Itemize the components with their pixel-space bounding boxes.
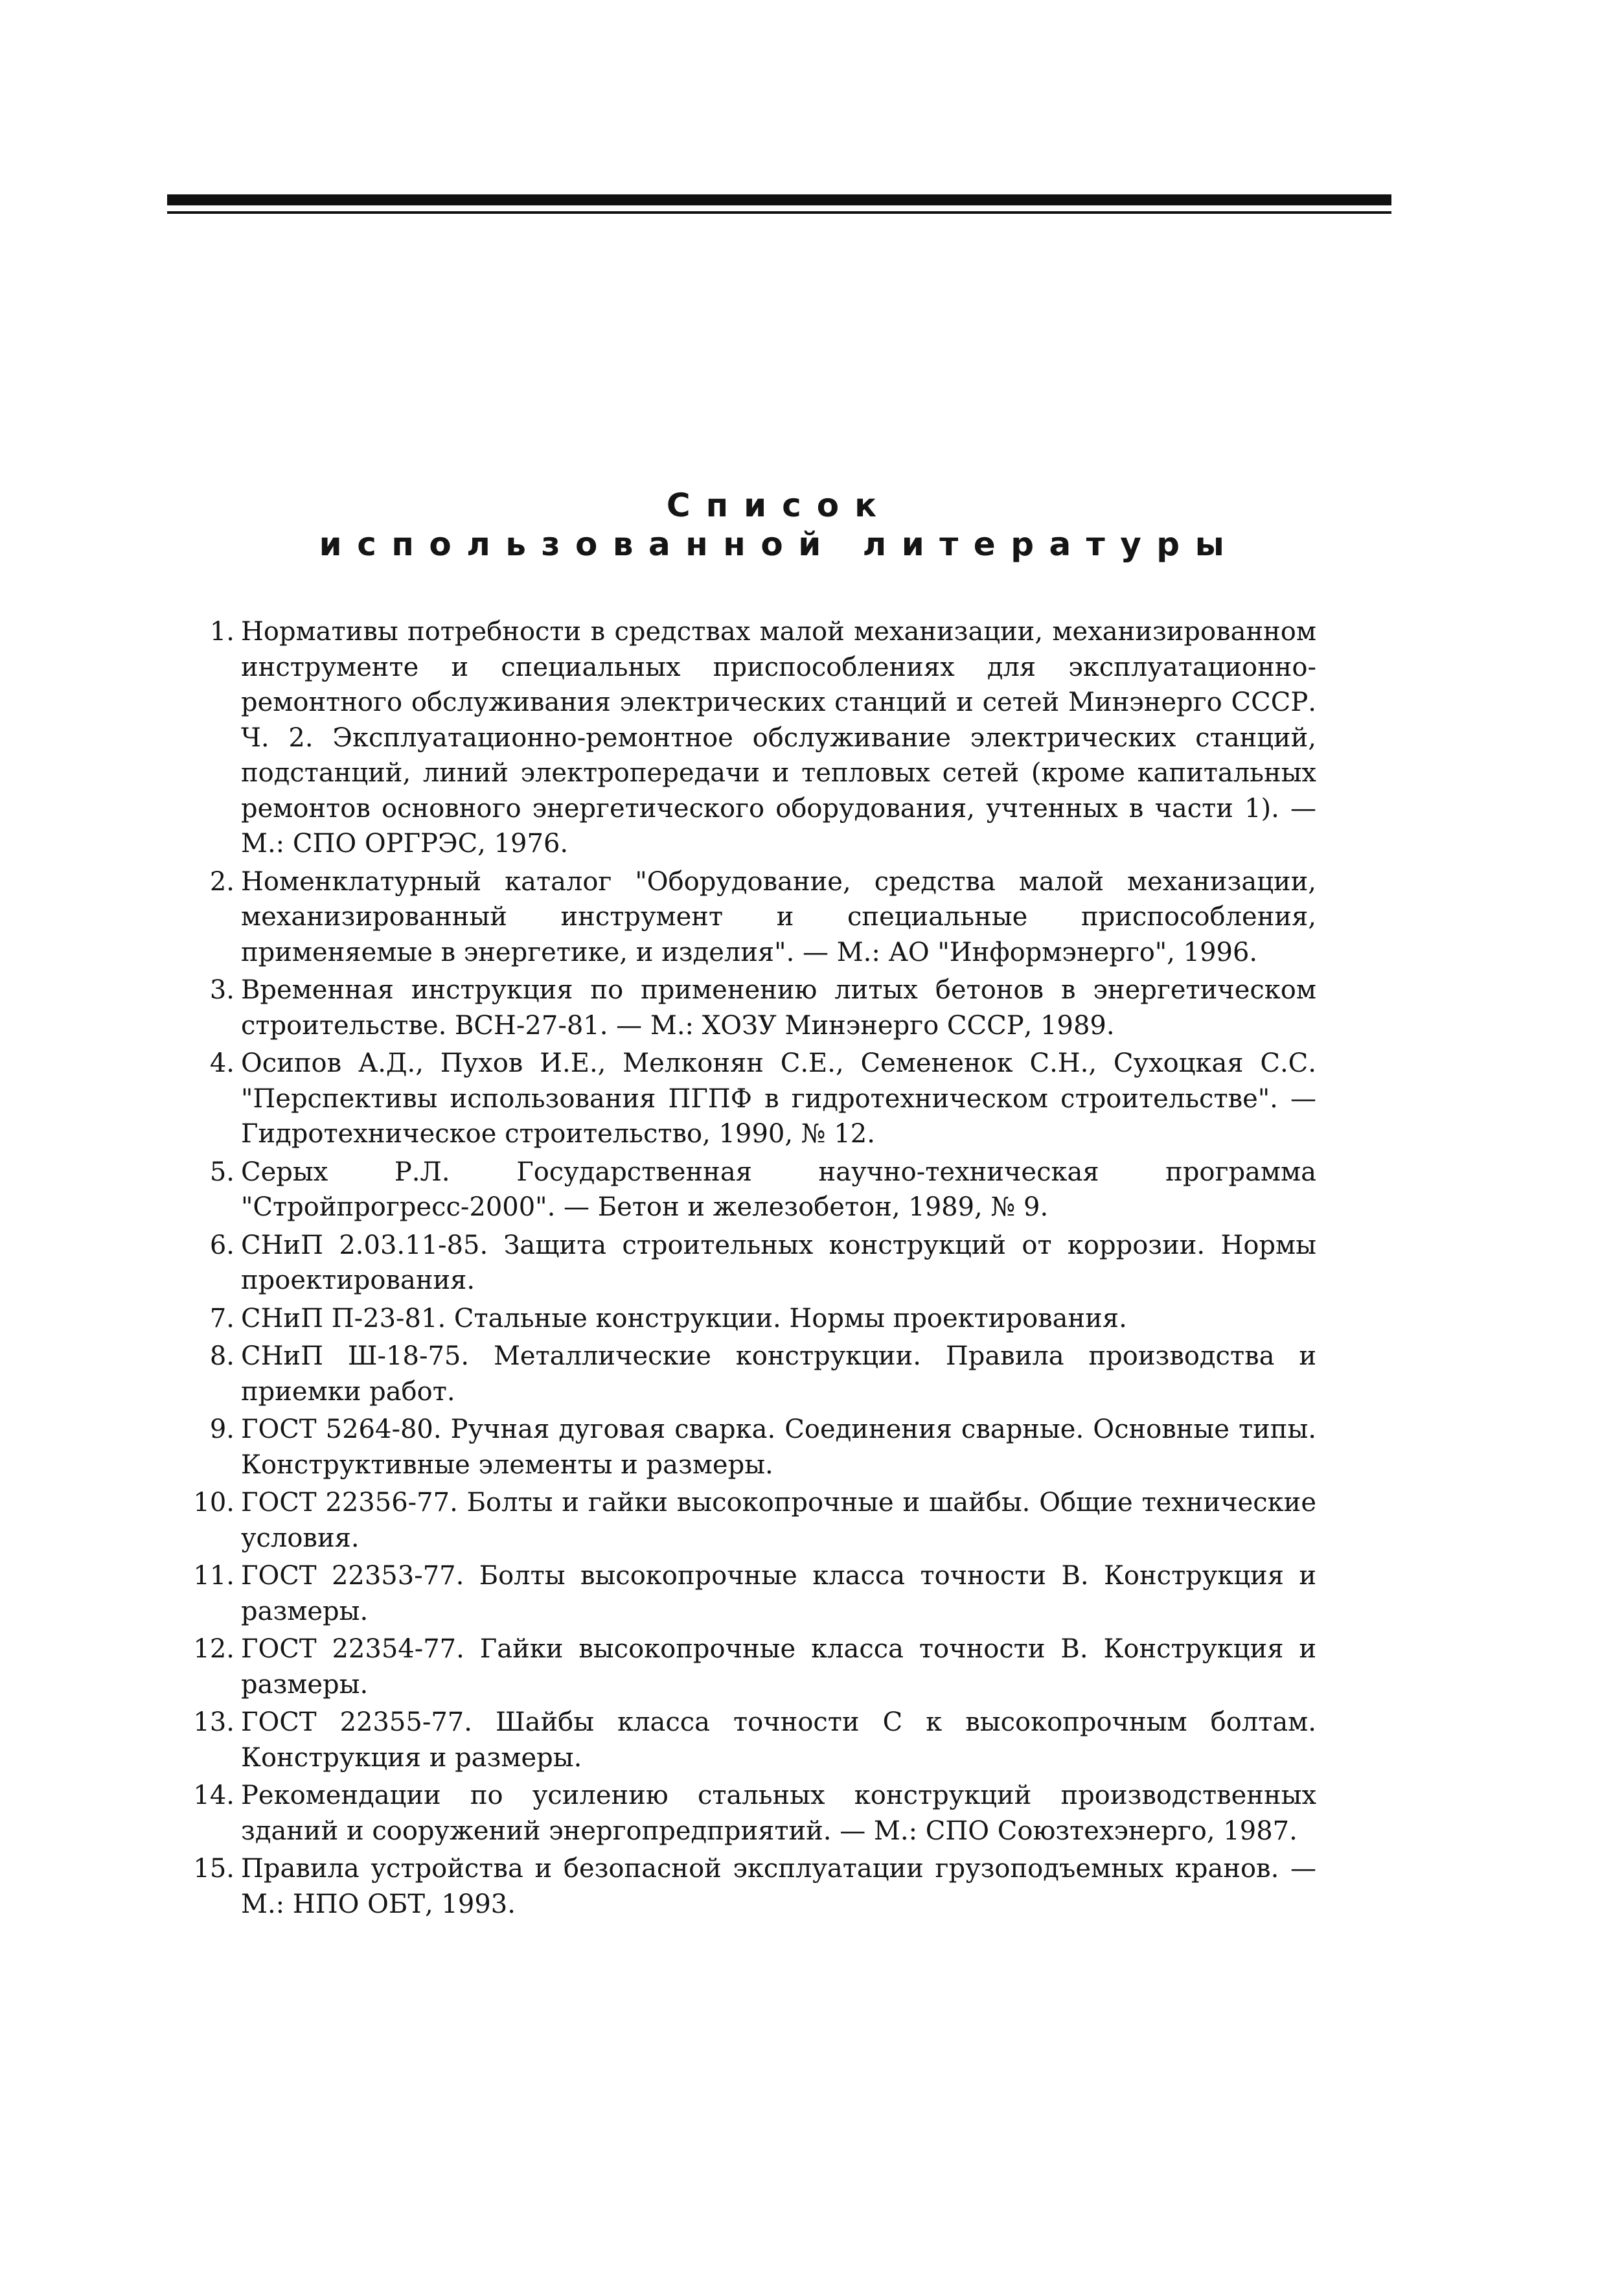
reference-number: 9. — [209, 1414, 234, 1444]
header-rule-thick — [167, 194, 1391, 205]
reference-number: 13. — [193, 1707, 234, 1737]
reference-number: 15. — [193, 1854, 234, 1884]
reference-text: Серых Р.Л. Государственная научно-техническая программа "Стройпрогресс-2000". — Бетон и железобетон, 1989, № 9. — [241, 1157, 1316, 1222]
reference-number: 7. — [209, 1303, 234, 1333]
reference-text: ГОСТ 22356-77. Болты и гайки высокопрочные и шайбы. Общие технические условия. — [241, 1488, 1316, 1553]
reference-number: 8. — [209, 1341, 234, 1371]
header-rule-thin — [167, 211, 1391, 214]
reference-list — [193, 614, 1316, 1924]
reference-text: ГОСТ 5264-80. Ручная дуговая сварка. Соединения сварные. Основные типы. Конструктивные элементы и размеры. — [241, 1414, 1316, 1480]
reference-number: 6. — [209, 1230, 234, 1260]
reference-item — [209, 1155, 1316, 1225]
reference-item — [193, 1485, 1316, 1556]
reference-item — [209, 1339, 1316, 1409]
reference-text: Временная инструкция по применению литых бетонов в энергетическом строительстве. ВСН-27-81. — М.: ХОЗУ Минэнерго СССР, 1989. — [241, 975, 1316, 1041]
reference-item — [209, 1412, 1316, 1482]
reference-item — [193, 1705, 1316, 1775]
reference-number: 2. — [209, 866, 234, 897]
reference-text: СНиП Ш-18-75. Металлические конструкции. Правила производства и приемки работ. — [241, 1341, 1316, 1407]
reference-text: Номенклатурный каталог "Оборудование, средства малой механизации, механизированный инструмент и специальные приспособления, применяемые в энергетике, и изделия". — М.: АО "Информэнерго", 1996. — [241, 866, 1316, 967]
reference-number: 3. — [209, 975, 234, 1005]
reference-text: Осипов А.Д., Пухов И.Е., Мелконян С.Е., Семененок С.Н., Сухоцкая С.С. "Перспективы использования ПГПФ в гидротехническом строительстве". — Гидротехническое строительство, 1990, № 12. — [241, 1048, 1316, 1149]
reference-item — [209, 1228, 1316, 1298]
page-title-line-2: использованной литературы — [319, 525, 1240, 563]
reference-number: 11. — [193, 1561, 234, 1591]
reference-item — [193, 1778, 1316, 1849]
reference-text: ГОСТ 22354-77. Гайки высокопрочные класса точности В. Конструкция и размеры. — [241, 1634, 1316, 1700]
reference-item — [193, 1632, 1316, 1702]
reference-text: СНиП 2.03.11-85. Защита строительных конструкций от коррозии. Нормы проектирования. — [241, 1230, 1316, 1295]
reference-number: 12. — [193, 1634, 234, 1664]
reference-item — [209, 1046, 1316, 1152]
reference-item — [209, 864, 1316, 971]
reference-item — [193, 1558, 1316, 1629]
reference-text: Нормативы потребности в средствах малой механизации, механизированном инструменте и специальных приспособлениях для эксплуатационно-ремонтного обслуживания электрических станций и сетей Минэнерго СССР. Ч. 2. Эксплуатационно-ремонтное обслуживание электрических станций, подстанций, линий электропередачи и тепловых сетей (кроме капитальных ремонтов основного энергетического оборудования, учтенных в части 1). — М.: СПО ОРГРЭС, 1976. — [241, 617, 1316, 859]
reference-text: ГОСТ 22353-77. Болты высокопрочные класса точности В. Конструкция и размеры. — [241, 1561, 1316, 1626]
reference-text: Правила устройства и безопасной эксплуатации грузоподъемных кранов. — М.: НПО ОБТ, 1993. — [241, 1854, 1316, 1919]
reference-text: СНиП П-23-81. Стальные конструкции. Нормы проектирования. — [241, 1303, 1127, 1333]
reference-number: 1. — [209, 617, 234, 647]
reference-item — [193, 1851, 1316, 1922]
reference-number: 14. — [193, 1781, 234, 1810]
page-title-line-1: Список — [666, 487, 893, 524]
reference-number: 10. — [193, 1488, 234, 1517]
reference-item — [209, 1301, 1316, 1337]
reference-number: 4. — [209, 1048, 234, 1078]
reference-number: 5. — [209, 1157, 234, 1187]
reference-text: Рекомендации по усилению стальных конструкций производственных зданий и сооружений энергопредприятий. — М.: СПО Союзтехэнерго, 1987. — [241, 1781, 1316, 1846]
reference-item — [209, 614, 1316, 862]
reference-item — [209, 973, 1316, 1043]
reference-text: ГОСТ 22355-77. Шайбы класса точности С к высокопрочным болтам. Конструкция и размеры. — [241, 1707, 1316, 1773]
